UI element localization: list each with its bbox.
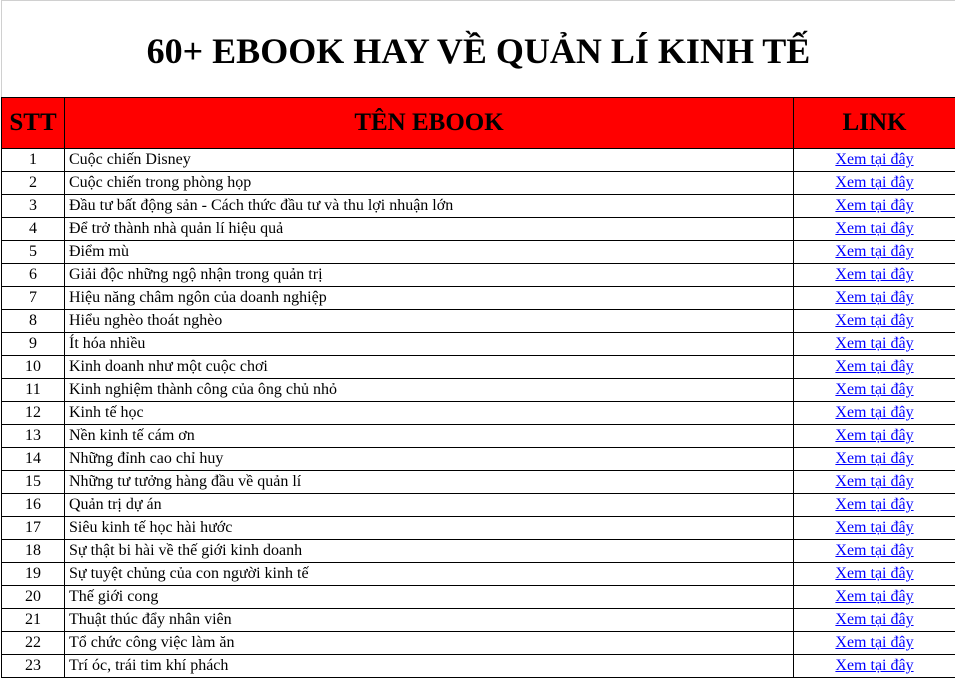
row-link-cell [794, 540, 955, 563]
row-stt-cell: 17 [2, 517, 65, 540]
view-link[interactable]: Xem tại đây [835, 312, 914, 329]
row-stt-cell: 22 [2, 632, 65, 655]
view-link[interactable]: Xem tại đây [835, 542, 914, 559]
row-link-cell [794, 517, 955, 540]
column-header-stt: STT [2, 98, 65, 149]
row-stt-cell: 12 [2, 402, 65, 425]
table-row [2, 379, 955, 402]
view-link[interactable]: Xem tại đây [835, 381, 914, 398]
row-ebook-name-cell: Những đỉnh cao chỉ huy [65, 448, 794, 471]
table-row [2, 540, 955, 563]
view-link[interactable]: Xem tại đây [835, 657, 914, 674]
row-link-cell [794, 287, 955, 310]
table-row [2, 218, 955, 241]
table-row [2, 632, 955, 655]
row-ebook-name-cell: Tổ chức công việc làm ăn [65, 632, 794, 655]
row-stt-cell: 19 [2, 563, 65, 586]
row-link-cell [794, 356, 955, 379]
row-ebook-name-cell: Thế giới cong [65, 586, 794, 609]
table-row [2, 494, 955, 517]
row-ebook-name-cell: Nền kinh tế cám ơn [65, 425, 794, 448]
row-stt-cell: 2 [2, 172, 65, 195]
row-link-cell [794, 425, 955, 448]
row-link-cell [794, 609, 955, 632]
row-ebook-name-cell: Kinh nghiệm thành công của ông chủ nhỏ [65, 379, 794, 402]
table-row [2, 310, 955, 333]
row-ebook-name-cell: Siêu kinh tế học hài hước [65, 517, 794, 540]
row-link-cell [794, 218, 955, 241]
column-header-link: LINK [794, 98, 955, 149]
view-link[interactable]: Xem tại đây [835, 427, 914, 444]
view-link[interactable]: Xem tại đây [835, 473, 914, 490]
row-ebook-name-cell: Để trở thành nhà quản lí hiệu quả [65, 218, 794, 241]
table-row [2, 609, 955, 632]
row-ebook-name-cell: Giải độc những ngộ nhận trong quản trị [65, 264, 794, 287]
table-row [2, 425, 955, 448]
row-stt-cell: 8 [2, 310, 65, 333]
row-stt-cell: 11 [2, 379, 65, 402]
row-stt-cell: 7 [2, 287, 65, 310]
row-stt-cell: 15 [2, 471, 65, 494]
view-link[interactable]: Xem tại đây [835, 289, 914, 306]
table-row [2, 287, 955, 310]
row-stt-cell: 6 [2, 264, 65, 287]
view-link[interactable]: Xem tại đây [835, 243, 914, 260]
view-link[interactable]: Xem tại đây [835, 335, 914, 352]
table-row [2, 402, 955, 425]
table-header-row [2, 98, 955, 149]
row-ebook-name-cell: Đầu tư bất động sản - Cách thức đầu tư và thu lợi nhuận lớn [65, 195, 794, 218]
row-stt-cell: 3 [2, 195, 65, 218]
view-link[interactable]: Xem tại đây [835, 197, 914, 214]
row-stt-cell: 20 [2, 586, 65, 609]
row-ebook-name-cell: Thuật thúc đẩy nhân viên [65, 609, 794, 632]
table-row [2, 195, 955, 218]
row-ebook-name-cell: Điểm mù [65, 241, 794, 264]
table-row [2, 655, 955, 678]
table-row [2, 241, 955, 264]
row-ebook-name-cell: Sự thật bi hài về thế giới kinh doanh [65, 540, 794, 563]
row-link-cell [794, 264, 955, 287]
row-link-cell [794, 172, 955, 195]
row-stt-cell: 5 [2, 241, 65, 264]
row-stt-cell: 16 [2, 494, 65, 517]
view-link[interactable]: Xem tại đây [835, 174, 914, 191]
table-row [2, 517, 955, 540]
table-row [2, 448, 955, 471]
row-ebook-name-cell: Hiểu nghèo thoát nghèo [65, 310, 794, 333]
row-stt-cell: 9 [2, 333, 65, 356]
page-title: 60+ EBOOK HAY VỀ QUẢN LÍ KINH TẾ [146, 31, 811, 71]
row-ebook-name-cell: Sự tuyệt chủng của con người kinh tế [65, 563, 794, 586]
row-link-cell [794, 632, 955, 655]
row-ebook-name-cell: Kinh doanh như một cuộc chơi [65, 356, 794, 379]
row-stt-cell: 21 [2, 609, 65, 632]
view-link[interactable]: Xem tại đây [835, 496, 914, 513]
table-row [2, 333, 955, 356]
table-row [2, 172, 955, 195]
row-ebook-name-cell: Ít hóa nhiều [65, 333, 794, 356]
row-stt-cell: 4 [2, 218, 65, 241]
row-link-cell [794, 655, 955, 678]
row-ebook-name-cell: Trí óc, trái tim khí phách [65, 655, 794, 678]
view-link[interactable]: Xem tại đây [835, 611, 914, 628]
view-link[interactable]: Xem tại đây [835, 519, 914, 536]
row-link-cell [794, 195, 955, 218]
row-stt-cell: 14 [2, 448, 65, 471]
table-row [2, 356, 955, 379]
view-link[interactable]: Xem tại đây [835, 588, 914, 605]
row-ebook-name-cell: Kinh tế học [65, 402, 794, 425]
row-link-cell [794, 402, 955, 425]
spreadsheet-sheet [1, 0, 955, 678]
row-link-cell [794, 241, 955, 264]
view-link[interactable]: Xem tại đây [835, 266, 914, 283]
title-row [1, 0, 955, 97]
table-row [2, 149, 955, 172]
row-stt-cell: 10 [2, 356, 65, 379]
view-link[interactable]: Xem tại đây [835, 358, 914, 375]
row-stt-cell: 13 [2, 425, 65, 448]
row-ebook-name-cell: Những tư tưởng hàng đầu về quản lí [65, 471, 794, 494]
row-link-cell [794, 586, 955, 609]
row-stt-cell: 18 [2, 540, 65, 563]
table-row [2, 563, 955, 586]
row-link-cell [794, 448, 955, 471]
row-link-cell [794, 310, 955, 333]
view-link[interactable]: Xem tại đây [835, 404, 914, 421]
row-link-cell [794, 471, 955, 494]
table-row [2, 471, 955, 494]
row-stt-cell: 23 [2, 655, 65, 678]
view-link[interactable]: Xem tại đây [835, 565, 914, 582]
row-ebook-name-cell: Hiệu năng châm ngôn của doanh nghiệp [65, 287, 794, 310]
table-row [2, 264, 955, 287]
column-header-name: TÊN EBOOK [65, 98, 794, 149]
row-ebook-name-cell: Quản trị dự án [65, 494, 794, 517]
view-link[interactable]: Xem tại đây [835, 220, 914, 237]
ebook-table [1, 97, 955, 678]
row-ebook-name-cell: Cuộc chiến Disney [65, 149, 794, 172]
row-stt-cell: 1 [2, 149, 65, 172]
view-link[interactable]: Xem tại đây [835, 450, 914, 467]
table-row [2, 586, 955, 609]
row-link-cell [794, 149, 955, 172]
row-ebook-name-cell: Cuộc chiến trong phòng họp [65, 172, 794, 195]
row-link-cell [794, 494, 955, 517]
row-link-cell [794, 563, 955, 586]
row-link-cell [794, 333, 955, 356]
row-link-cell [794, 379, 955, 402]
view-link[interactable]: Xem tại đây [835, 634, 914, 651]
view-link[interactable]: Xem tại đây [835, 151, 914, 168]
